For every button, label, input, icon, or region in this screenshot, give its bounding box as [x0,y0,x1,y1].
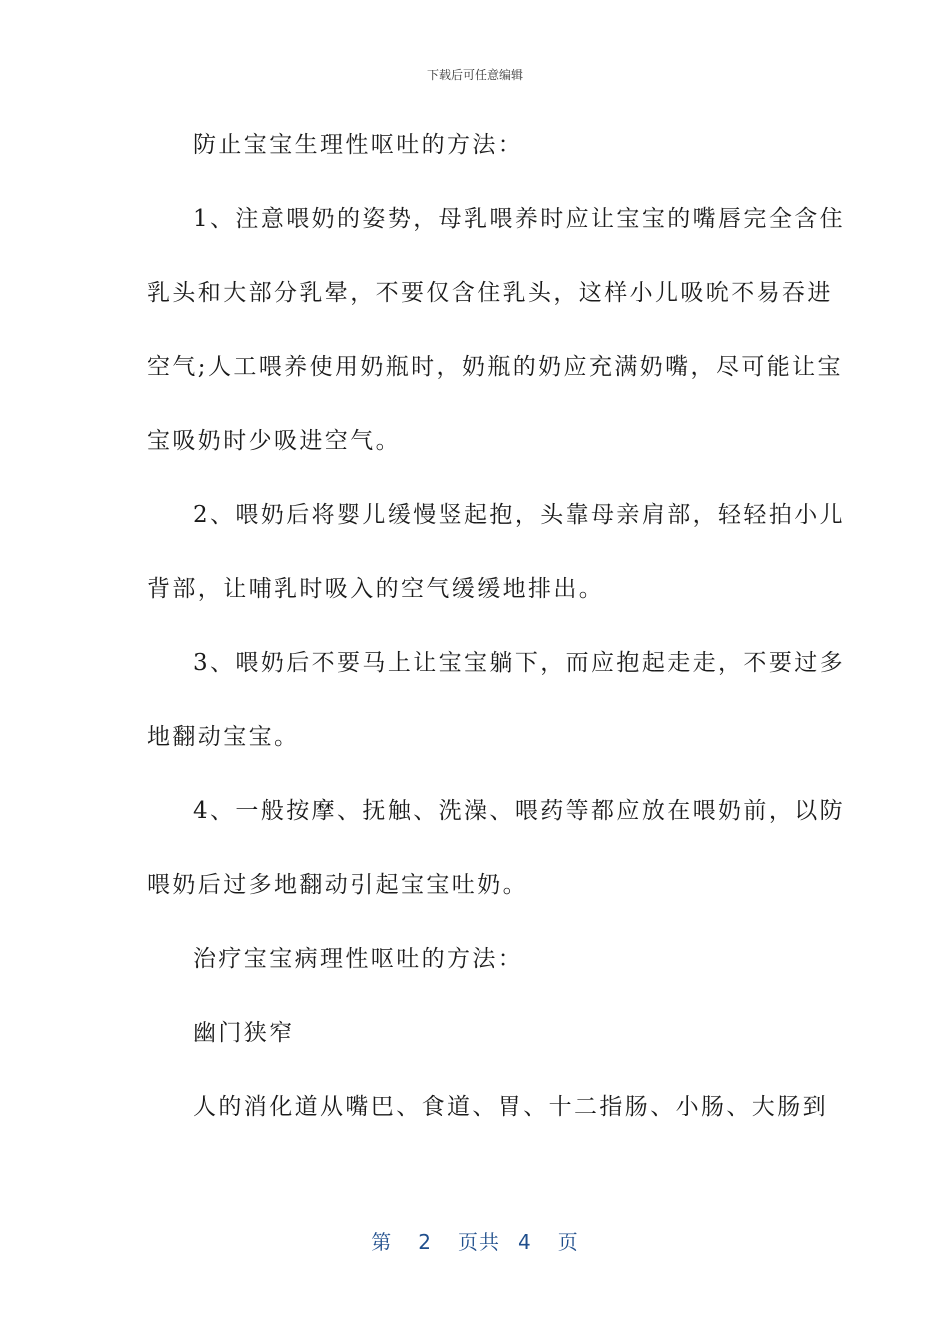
paragraph-line: 2、喂奶后将婴儿缓慢竖起抱，头靠母亲肩部，轻轻拍小儿 [193,502,846,528]
paragraph-line: 3、喂奶后不要马上让宝宝躺下，而应抱起走走，不要过多 [193,650,846,676]
paragraph-line: 治疗宝宝病理性呕吐的方法： [193,946,524,972]
current-page-number: 2 [418,1230,432,1254]
paragraph-line: 乳头和大部分乳晕，不要仅含住乳头，这样小儿吸吮不易吞进 [147,280,833,306]
paragraph-line: 1、注意喂奶的姿势，母乳喂养时应让宝宝的嘴唇完全含住 [193,206,846,232]
paragraph-line: 喂奶后过多地翻动引起宝宝吐奶。 [147,872,528,898]
paragraph-line: 幽门狭窄 [193,1020,295,1046]
paragraph-line: 防止宝宝生理性呕吐的方法： [193,132,524,158]
footer-suffix: 页 [557,1230,579,1254]
footer-middle: 页共 [458,1230,500,1254]
total-pages-number: 4 [518,1230,532,1254]
paragraph-line: 4、一般按摩、抚触、洗澡、喂药等都应放在喂奶前，以防 [193,798,846,824]
document-body [147,126,846,1162]
paragraph-line: 背部，让哺乳时吸入的空气缓缓地排出。 [147,576,605,602]
paragraph-line: 宝吸奶时少吸进空气。 [147,428,401,454]
page-footer [0,1226,950,1255]
paragraph-line: 地翻动宝宝。 [147,724,300,750]
paragraph-line: 人的消化道从嘴巴、食道、胃、十二指肠、小肠、大肠到 [193,1094,828,1120]
footer-prefix: 第 [371,1230,393,1254]
page-header: 下载后可任意编辑 [426,68,523,82]
paragraph-line: 空气;人工喂养使用奶瓶时，奶瓶的奶应充满奶嘴，尽可能让宝 [147,354,843,380]
